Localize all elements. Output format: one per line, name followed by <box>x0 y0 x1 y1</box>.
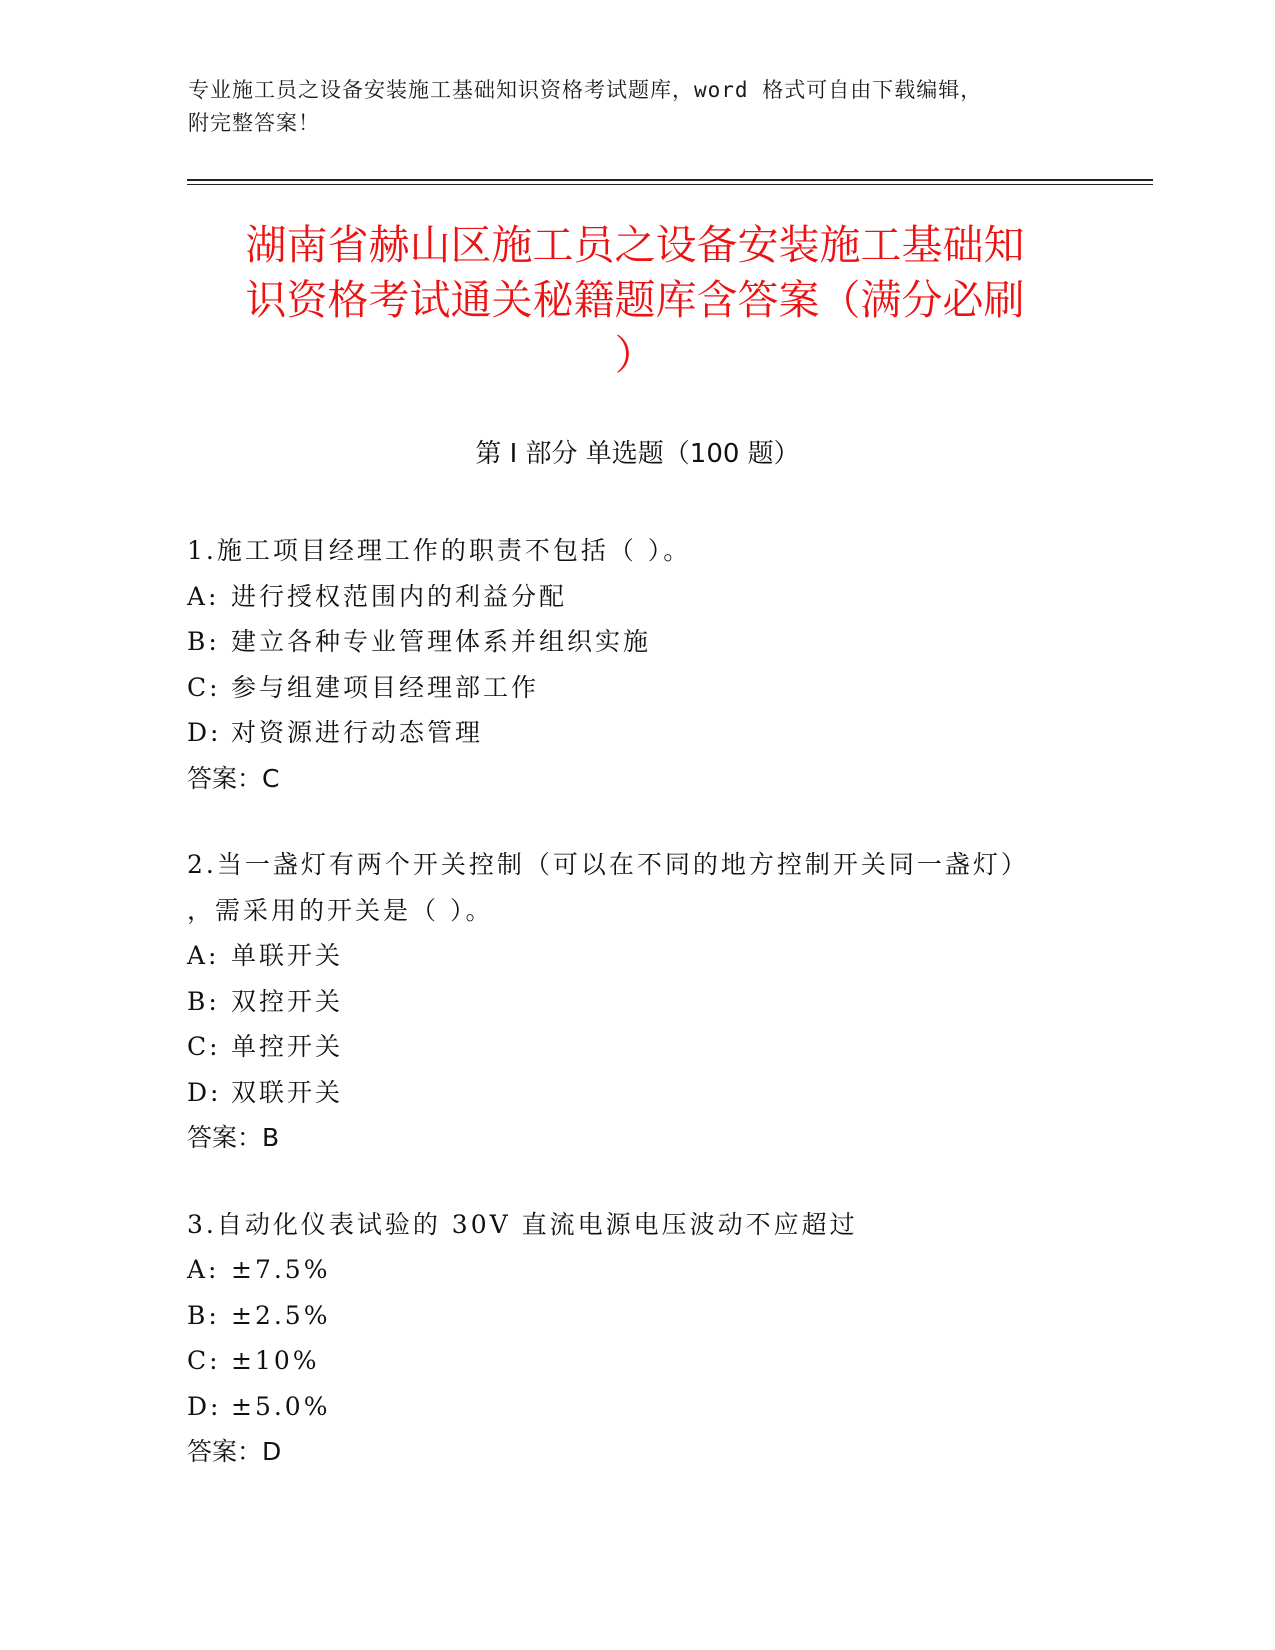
option-d <box>187 710 1087 756</box>
option-letter: D: <box>187 1077 222 1107</box>
option-b <box>187 979 1087 1025</box>
option-text: ±10% <box>231 1346 320 1375</box>
option-letter: A: <box>187 1255 220 1284</box>
option-letter: C: <box>187 1346 221 1375</box>
option-b <box>187 619 1087 665</box>
question-stem: 3.自动化仪表试验的 30V 直流电源电压波动不应超过 <box>187 1209 858 1239</box>
option-letter: D: <box>187 718 222 747</box>
option-letter: B: <box>187 986 220 1016</box>
option-b <box>187 1293 1087 1339</box>
document-title <box>190 218 1080 383</box>
question-stem-continued: ，需采用的开关是（ ）。 <box>187 895 494 925</box>
option-letter: C: <box>187 672 221 702</box>
option-text: 进行授权范围内的利益分配 <box>231 581 568 611</box>
question-list <box>187 528 1087 1516</box>
option-letter: D: <box>187 1391 222 1421</box>
question-3 <box>187 1202 1087 1475</box>
option-d <box>187 1384 1087 1430</box>
answer-line: 答案：B <box>187 1123 280 1152</box>
option-text: 对资源进行动态管理 <box>231 718 484 747</box>
option-text: 双联开关 <box>231 1077 344 1107</box>
header-note-line1: 专业施工员之设备安装施工基础知识资格考试题库，word 格式可自由下载编辑， <box>188 78 983 102</box>
question-1 <box>187 528 1087 801</box>
option-letter: A: <box>187 941 220 970</box>
header-divider-thin <box>187 184 1153 185</box>
option-text: ±7.5% <box>231 1255 331 1284</box>
option-text: 参与组建项目经理部工作 <box>231 672 540 702</box>
option-c <box>187 1338 1087 1384</box>
option-a <box>187 1247 1087 1293</box>
option-text: ±5.0% <box>231 1391 331 1421</box>
header-divider-thick <box>187 179 1153 181</box>
section-title: 第 I 部分 单选题（100 题） <box>475 439 800 469</box>
option-c <box>187 665 1087 711</box>
answer-line: 答案：D <box>187 1437 282 1466</box>
title-line1: 湖南省赫山区施工员之设备安装施工基础知 <box>245 221 1025 269</box>
question-2 <box>187 842 1087 1161</box>
option-letter: A: <box>187 581 220 611</box>
question-stem: 1.施工项目经理工作的职责不包括（ ）。 <box>187 536 692 565</box>
title-line3: ） <box>614 331 656 379</box>
header-note-line2: 附完整答案！ <box>188 111 320 135</box>
option-text: 单联开关 <box>231 941 344 970</box>
option-a <box>187 574 1087 620</box>
option-letter: B: <box>187 627 220 656</box>
option-c <box>187 1024 1087 1070</box>
option-d <box>187 1070 1087 1116</box>
option-letter: C: <box>187 1032 221 1061</box>
header-note <box>188 74 1088 140</box>
option-text: ±2.5% <box>231 1300 331 1330</box>
option-a <box>187 933 1087 979</box>
title-line2: 识资格考试通关秘籍题库含答案（满分必刷 <box>245 276 1025 324</box>
answer-line: 答案：C <box>187 763 280 793</box>
option-text: 双控开关 <box>231 986 344 1016</box>
option-letter: B: <box>187 1300 220 1330</box>
option-text: 建立各种专业管理体系并组织实施 <box>231 627 652 656</box>
option-text: 单控开关 <box>231 1032 344 1061</box>
question-stem: 2.当一盏灯有两个开关控制（可以在不同的地方控制开关同一盏灯） <box>187 850 1029 879</box>
